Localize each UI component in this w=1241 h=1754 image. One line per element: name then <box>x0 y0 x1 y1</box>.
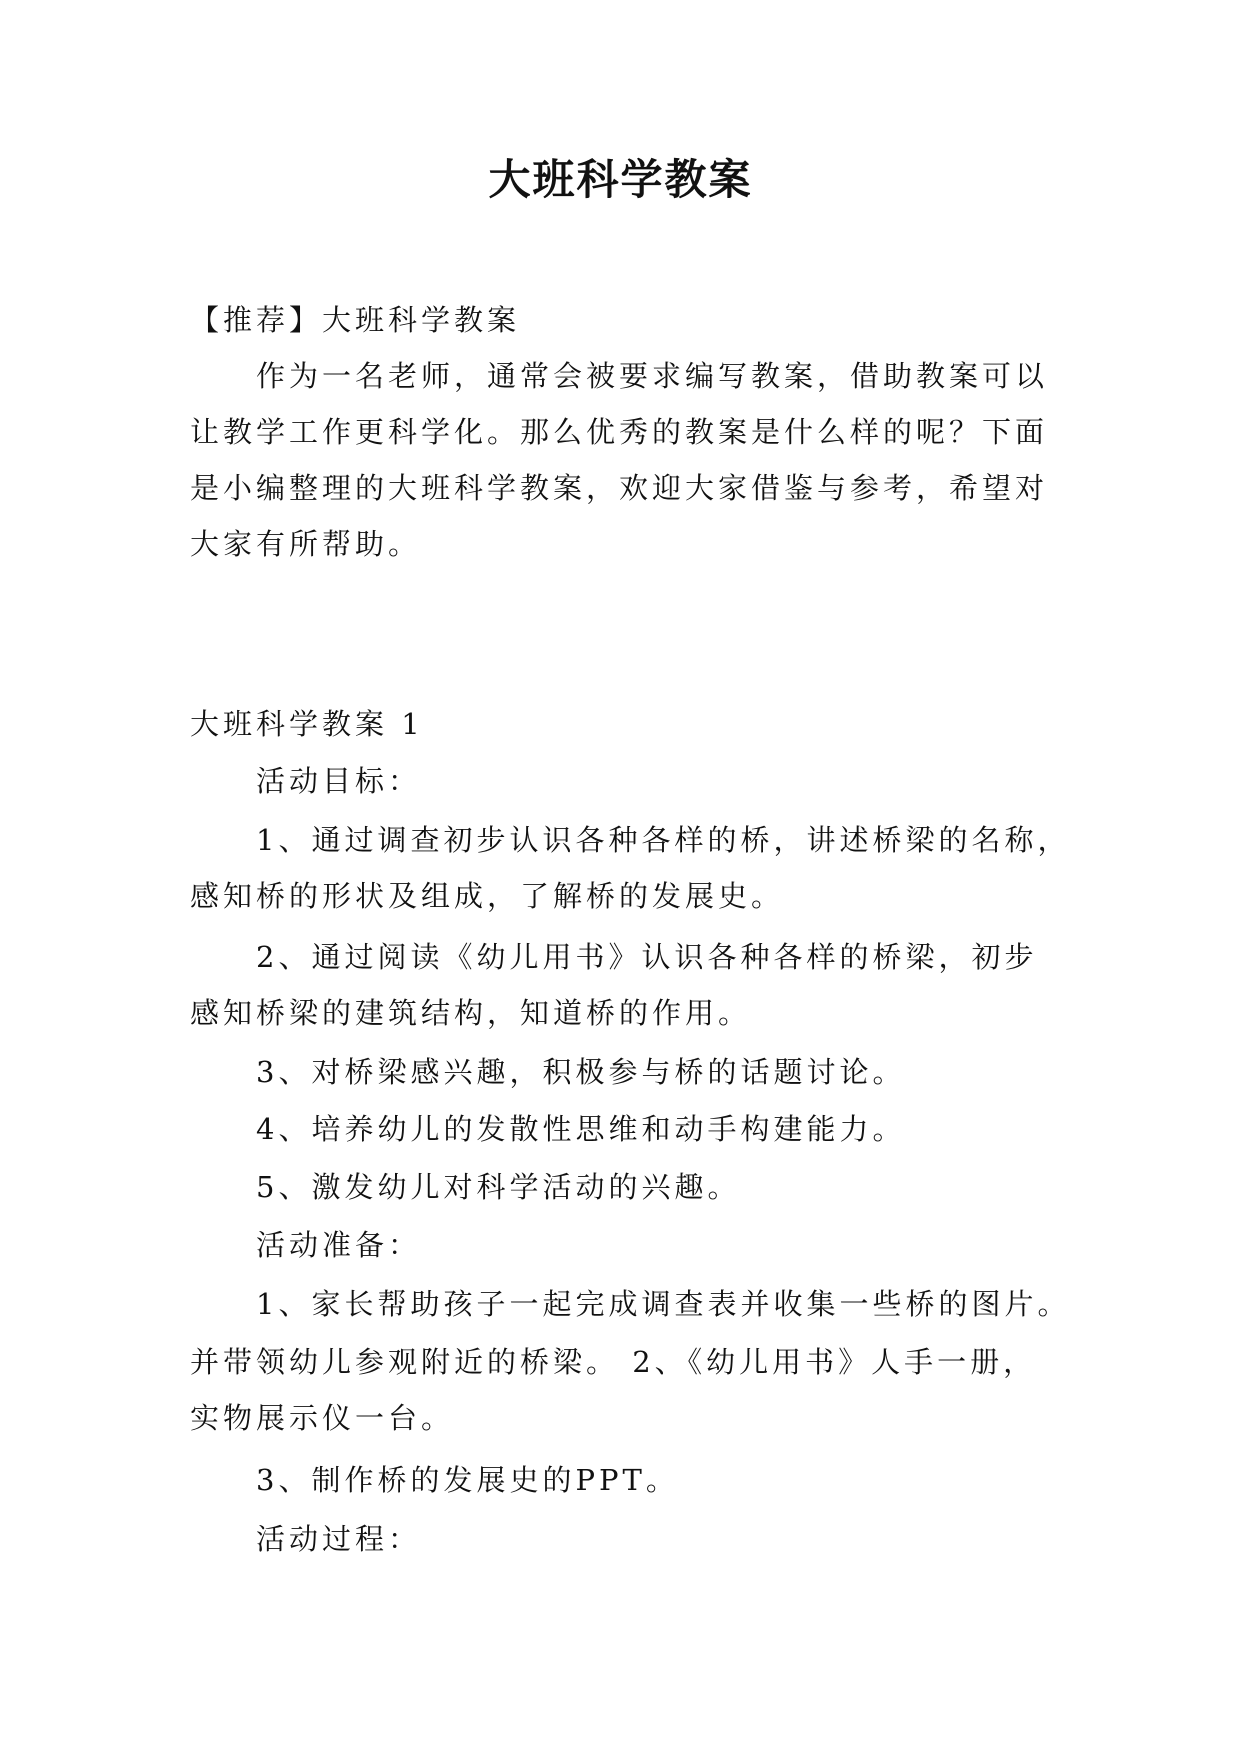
body-line: 活动准备： <box>256 1228 422 1262</box>
intro-heading: 【推荐】大班科学教案 <box>190 303 521 337</box>
body-line: 感知桥梁的建筑结构，知道桥的作用。 <box>190 996 752 1030</box>
body-line: 3、制作桥的发展史的PPT。 <box>256 1463 679 1497</box>
intro-line: 让教学工作更科学化。那么优秀的教案是什么样的呢？下面 <box>190 415 1049 449</box>
body-line: 3、对桥梁感兴趣，积极参与桥的话题讨论。 <box>256 1055 906 1089</box>
body-line: 1、家长帮助孩子一起完成调查表并收集一些桥的图片。 <box>256 1287 1071 1321</box>
body-line: 4、培养幼儿的发散性思维和动手构建能力。 <box>256 1112 906 1146</box>
section-heading: 大班科学教案 1 <box>190 707 424 741</box>
body-line: 1、通过调查初步认识各种各样的桥，讲述桥梁的名称， <box>256 823 1071 857</box>
body-line: 活动过程： <box>256 1522 422 1556</box>
body-line: 2、通过阅读《幼儿用书》认识各种各样的桥梁，初步 <box>256 940 1038 974</box>
intro-line: 作为一名老师，通常会被要求编写教案，借助教案可以 <box>256 359 1049 393</box>
intro-line: 是小编整理的大班科学教案，欢迎大家借鉴与参考，希望对 <box>190 471 1049 505</box>
document-title: 大班科学教案 <box>488 155 753 204</box>
body-line: 并带领幼儿参观附近的桥梁。 2、《幼儿用书》人手一册， <box>190 1345 1037 1379</box>
body-line: 感知桥的形状及组成，了解桥的发展史。 <box>190 879 785 913</box>
body-line: 5、激发幼儿对科学活动的兴趣。 <box>256 1170 741 1204</box>
intro-line: 大家有所帮助。 <box>190 527 422 561</box>
body-line: 实物展示仪一台。 <box>190 1401 455 1435</box>
body-line: 活动目标： <box>256 764 422 798</box>
